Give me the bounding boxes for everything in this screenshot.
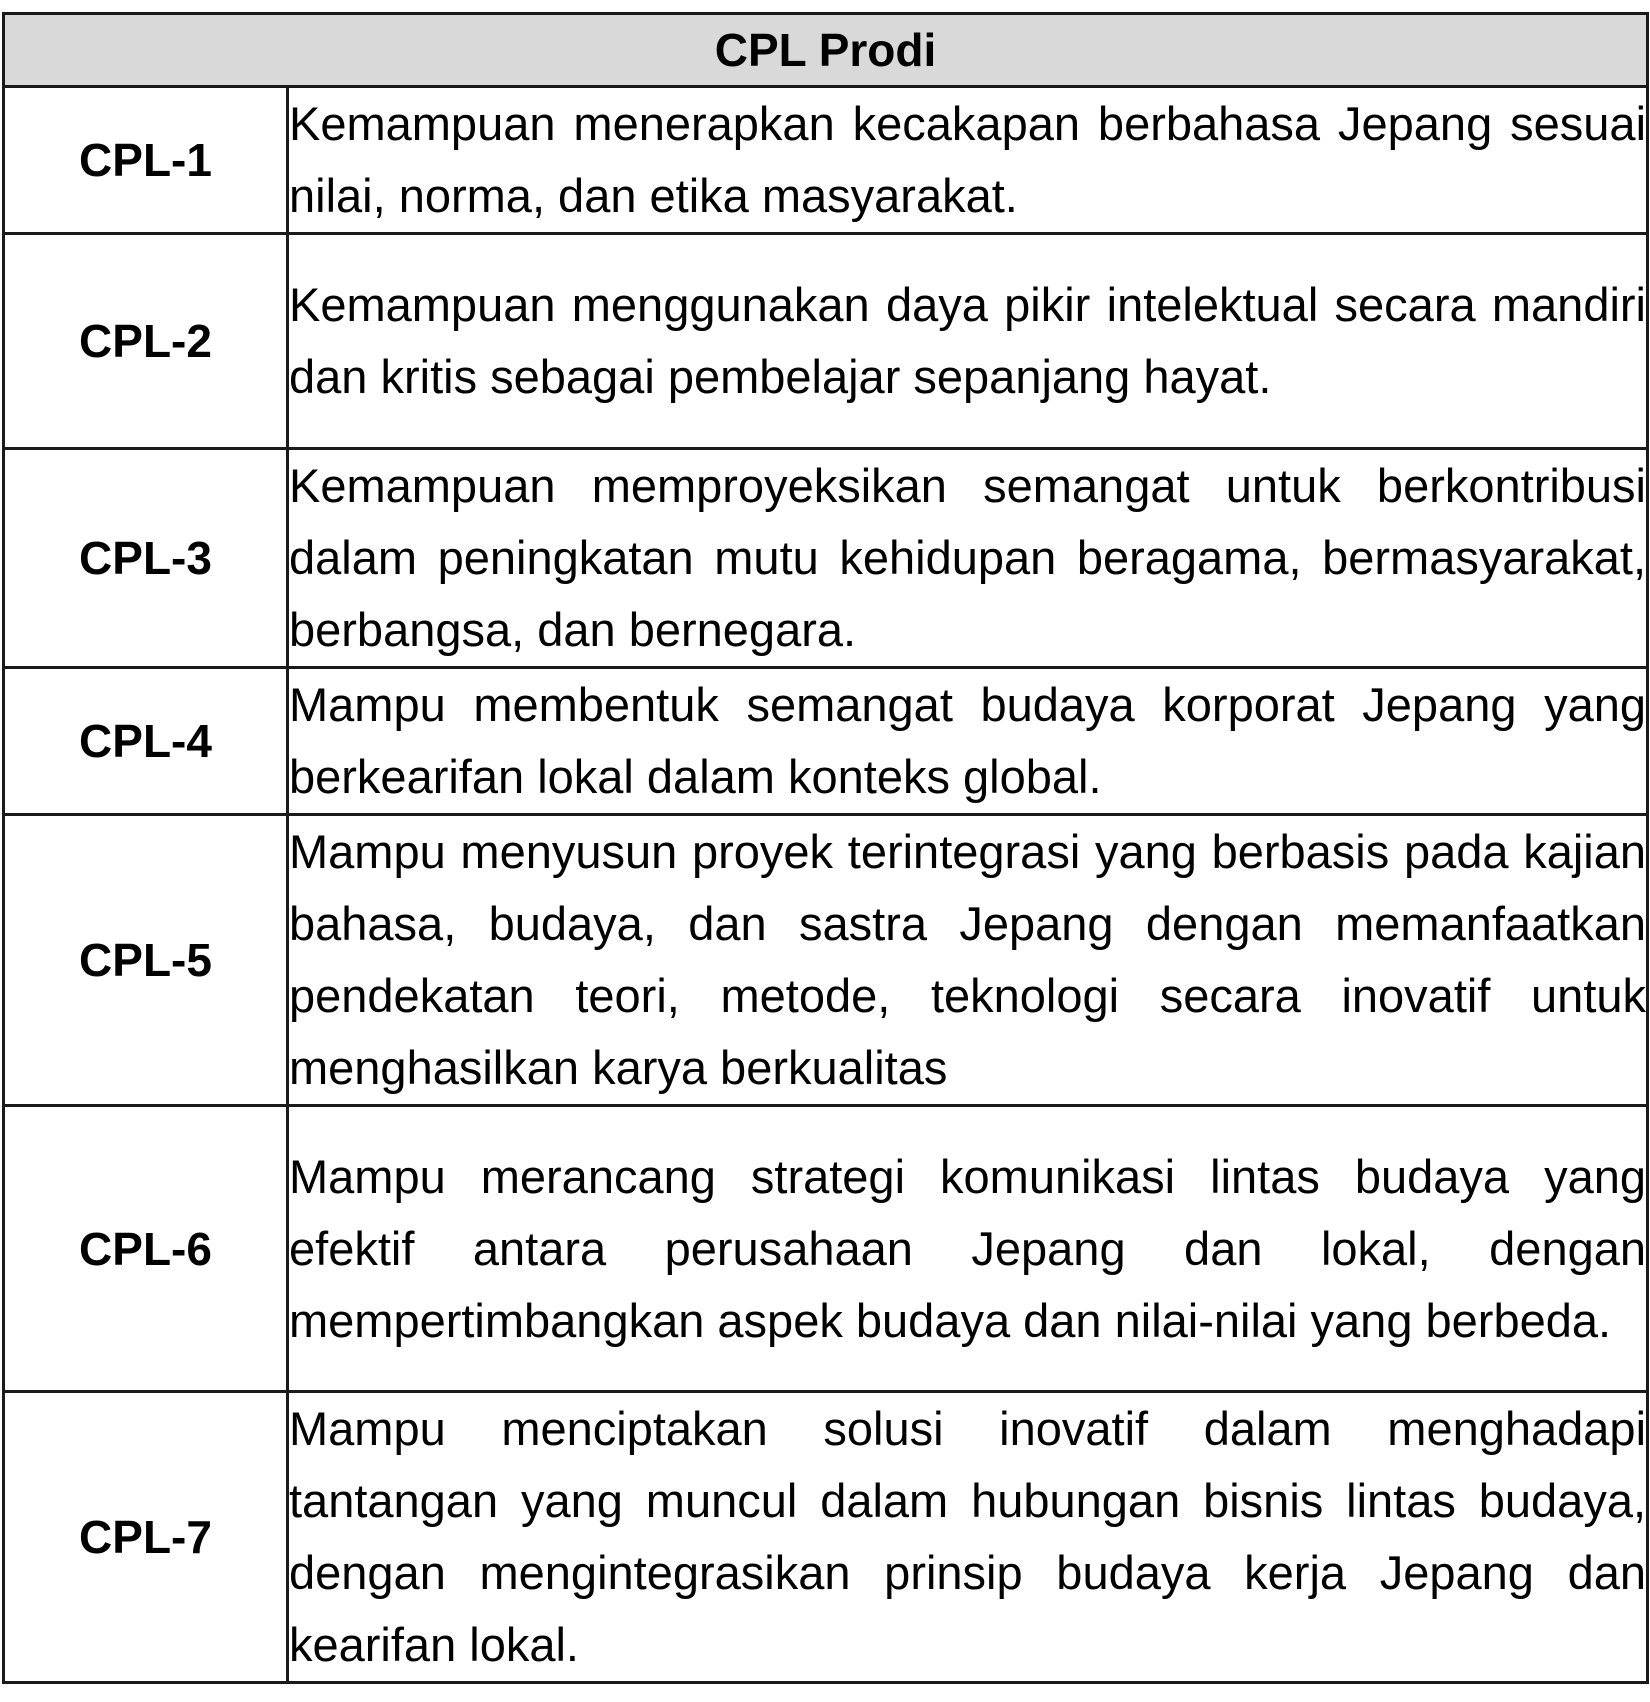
cpl-code: CPL-2	[4, 234, 288, 449]
table-row	[4, 1392, 1648, 1683]
cpl-code: CPL-7	[4, 1392, 288, 1683]
cpl-description: Kemampuan menerapkan kecakapan berbahasa Jepang sesuai nilai, norma, dan etika masyarakat.	[288, 87, 1648, 234]
cpl-code: CPL-5	[4, 815, 288, 1106]
cpl-description: Mampu menyusun proyek terintegrasi yang berbasis pada kajian bahasa, budaya, dan sastra Jepang dengan memanfaatkan pendekatan teori, metode, teknologi secara inovatif untuk menghasilkan karya berkualitas	[288, 815, 1648, 1106]
table-header-row	[4, 14, 1648, 87]
cpl-description: Mampu menciptakan solusi inovatif dalam menghadapi tantangan yang muncul dalam hubungan bisnis lintas budaya, dengan mengintegrasikan prinsip budaya kerja Jepang dan kearifan lokal.	[288, 1392, 1648, 1683]
cpl-description: Mampu merancang strategi komunikasi lintas budaya yang efektif antara perusahaan Jepang dan lokal, dengan mempertimbangkan aspek budaya dan nilai-nilai yang berbeda.	[288, 1106, 1648, 1392]
cpl-table-container	[2, 12, 1646, 1684]
table-row	[4, 87, 1648, 234]
cpl-description: Kemampuan memproyeksikan semangat untuk berkontribusi dalam peningkatan mutu kehidupan beragama, bermasyarakat, berbangsa, dan bernegara.	[288, 449, 1648, 668]
cpl-code: CPL-4	[4, 668, 288, 815]
table-row	[4, 234, 1648, 449]
table-row	[4, 1106, 1648, 1392]
cpl-table	[2, 12, 1649, 1684]
cpl-code: CPL-1	[4, 87, 288, 234]
table-row	[4, 668, 1648, 815]
cpl-code: CPL-6	[4, 1106, 288, 1392]
table-row	[4, 815, 1648, 1106]
cpl-description: Kemampuan menggunakan daya pikir intelektual secara mandiri dan kritis sebagai pembelajar sepanjang hayat.	[288, 234, 1648, 449]
table-row	[4, 449, 1648, 668]
table-title: CPL Prodi	[4, 14, 1648, 87]
cpl-code: CPL-3	[4, 449, 288, 668]
cpl-description: Mampu membentuk semangat budaya korporat Jepang yang berkearifan lokal dalam konteks global.	[288, 668, 1648, 815]
